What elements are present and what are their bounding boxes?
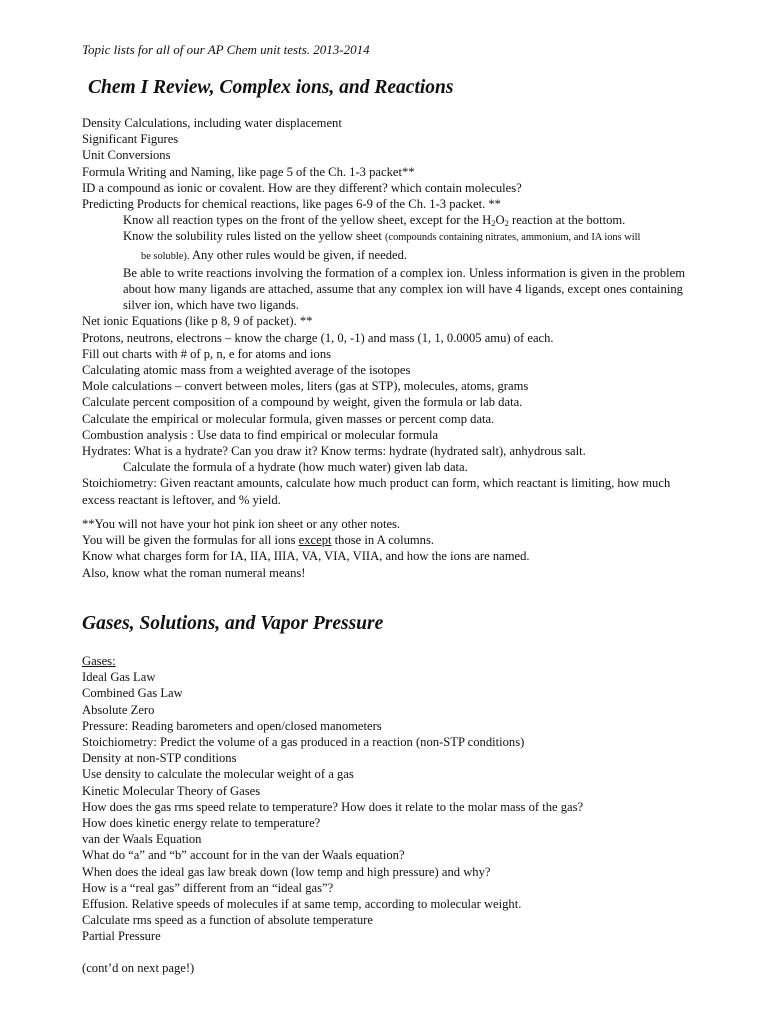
list-item: Fill out charts with # of p, n, e for atoms and ions — [82, 346, 332, 361]
list-item: Mole calculations – convert between moles, liters (gas at STP), molecules, atoms, grams — [82, 379, 529, 394]
note-line: Also, know what the roman numeral means! — [82, 565, 306, 580]
list-item: Net ionic Equations (like p 8, 9 of packet). ** — [82, 314, 313, 329]
list-item: Predicting Products for chemical reactions, like pages 6-9 of the Ch. 1-3 packet. ** — [82, 197, 501, 212]
sub-item-hydrate: Calculate the formula of a hydrate (how much water) given lab data. — [123, 460, 468, 475]
list-item: Partial Pressure — [82, 929, 161, 944]
section-chem-review-list — [82, 115, 692, 508]
list-item: Protons, neutrons, electrons – know the charge (1, 0, -1) and mass (1, 1, 0.0005 amu) of each. — [82, 330, 554, 345]
list-item: Absolute Zero — [82, 702, 155, 717]
note-line: You will be given the formulas for all ions except those in A columns. — [82, 533, 435, 548]
list-item: Formula Writing and Naming, like page 5 of the Ch. 1-3 packet** — [82, 164, 415, 179]
list-item: Stoichiometry: Predict the volume of a gas produced in a reaction (non-STP conditions) — [82, 735, 525, 750]
note-line: Know what charges form for IA, IIA, IIIA, VA, VIA, VIIA, and how the ions are named. — [82, 549, 530, 564]
list-item: Calculating atomic mass from a weighted average of the isotopes — [82, 363, 411, 378]
list-item: Use density to calculate the molecular weight of a gas — [82, 767, 354, 782]
subheading-gases: Gases: — [82, 654, 116, 668]
list-item: Density Calculations, including water displacement — [82, 116, 342, 130]
list-item: Density at non-STP conditions — [82, 751, 237, 766]
list-item: ID a compound as ionic or covalent. How are they different? which contain molecules? — [82, 180, 522, 195]
list-item: Combined Gas Law — [82, 686, 183, 701]
list-item: Pressure: Reading barometers and open/closed manometers — [82, 718, 382, 733]
list-item: Effusion. Relative speeds of molecules if at same temp, according to molecular weight. — [82, 897, 522, 912]
list-item: Hydrates: What is a hydrate? Can you draw it? Know terms: hydrate (hydrated salt), anhydrous salt. — [82, 444, 586, 459]
list-item: Kinetic Molecular Theory of Gases — [82, 783, 261, 798]
continued-note: (cont’d on next page!) — [82, 961, 195, 975]
list-item: What do “a” and “b” account for in the van der Waals equation? — [82, 848, 405, 863]
list-item: van der Waals Equation — [82, 832, 202, 847]
section-title-gases: Gases, Solutions, and Vapor Pressure — [82, 613, 384, 634]
list-item: How is a “real gas” different from an “ideal gas”? — [82, 880, 334, 895]
list-item: Calculate rms speed as a function of absolute temperature — [82, 913, 373, 928]
list-item-stoichiometry: Stoichiometry: Given reactant amounts, calculate how much product can form, which reactant is limiting, how much excess reactant is leftover, and % yield. — [82, 476, 671, 507]
sub-item-solubility-cont: be soluble). Any other rules would be given, if needed. — [141, 247, 408, 262]
list-item: Combustion analysis : Use data to find empirical or molecular formula — [82, 427, 439, 442]
list-item: Significant Figures — [82, 132, 179, 147]
list-item: Unit Conversions — [82, 148, 171, 163]
list-item: Ideal Gas Law — [82, 670, 156, 685]
section-title-chem-review: Chem I Review, Complex ions, and Reactions — [88, 77, 454, 98]
list-item: When does the ideal gas law break down (low temp and high pressure) and why? — [82, 864, 491, 879]
notes-block — [82, 516, 692, 581]
section-gases-list — [82, 653, 692, 945]
list-item: How does the gas rms speed relate to temperature? How does it relate to the molar mass of the gas? — [82, 799, 584, 814]
sub-item-complex-ion: Be able to write reactions involving the formation of a complex ion. Unless information is given in the problem about how many ligands are attached, assume that any complex ion will have 4 ligands, except ones containing silver ion, which have two ligands. — [123, 265, 686, 313]
list-item: Calculate the empirical or molecular formula, given masses or percent comp data. — [82, 411, 495, 426]
list-item: Calculate percent composition of a compound by weight, given the formula or lab data. — [82, 395, 523, 410]
page-header: Topic lists for all of our AP Chem unit tests. 2013-2014 — [82, 42, 370, 57]
sub-item-reaction-types: Know all reaction types on the front of the yellow sheet, except for the $H_2O_2$ reaction at the bottom. — [123, 213, 626, 229]
list-item: How does kinetic energy relate to temperature? — [82, 816, 321, 831]
note-line: **You will not have your hot pink ion sheet or any other notes. — [82, 517, 401, 531]
sub-item-solubility: Know the solubility rules listed on the yellow sheet (compounds containing nitrates, ammonium, and IA ions will — [123, 229, 641, 244]
